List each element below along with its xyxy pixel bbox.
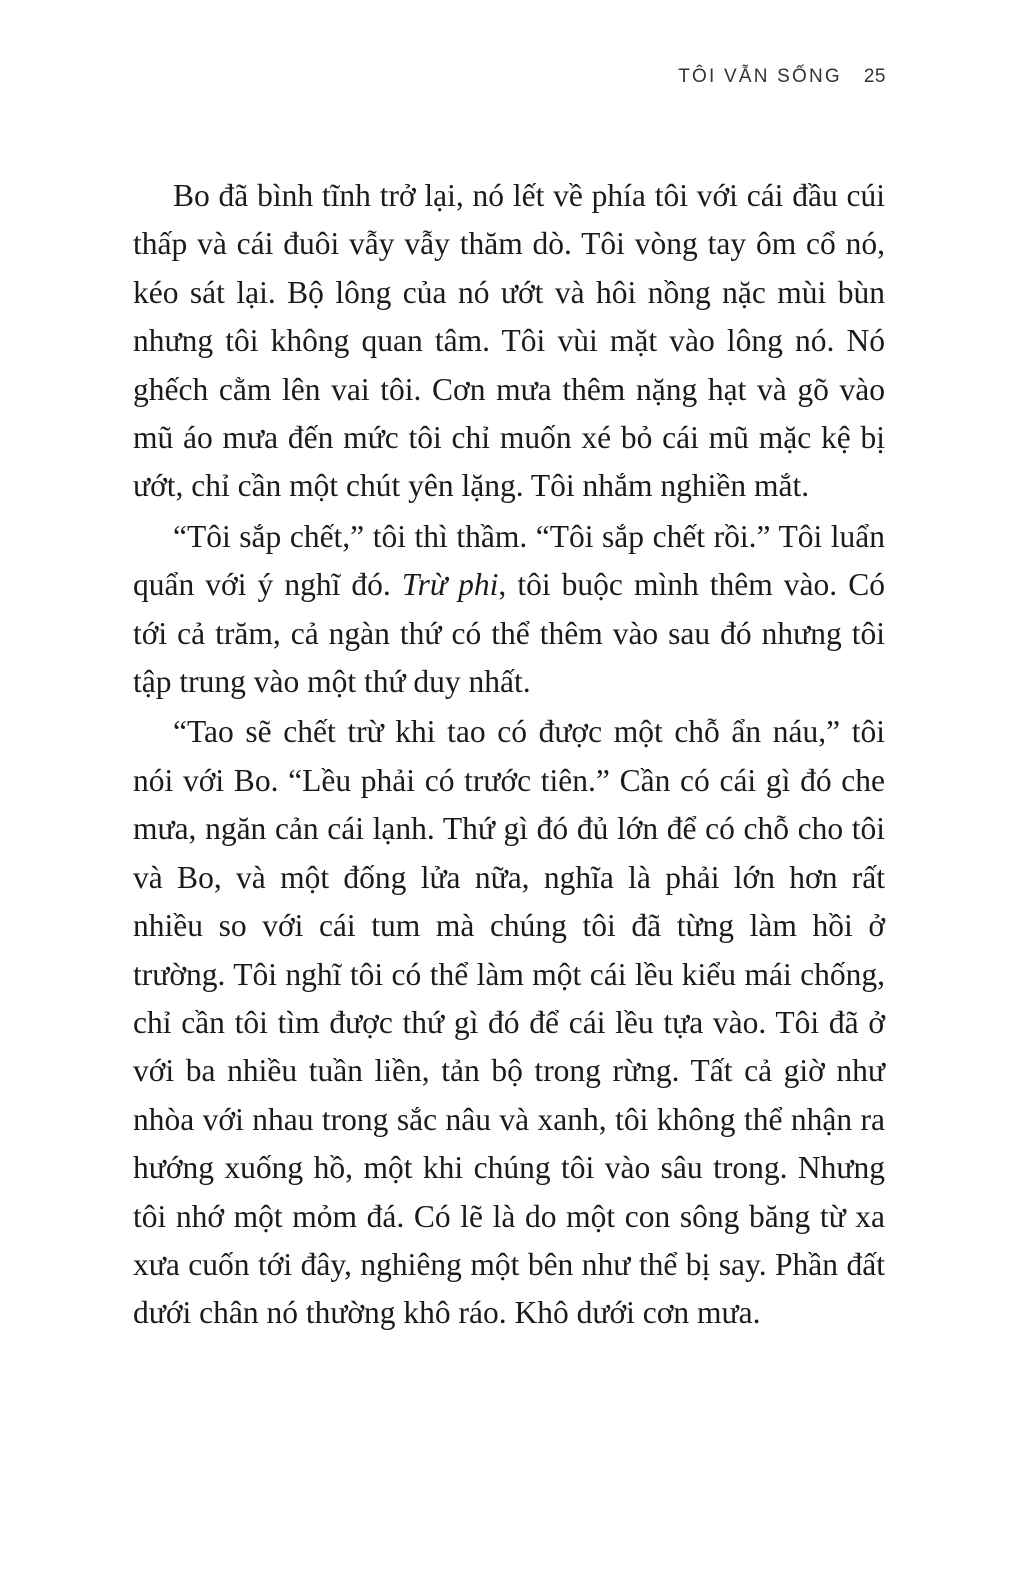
running-head (678, 66, 886, 88)
paragraph-text: “Tao sẽ chết trừ khi tao có được một chỗ ẩn náu,” tôi nói với Bo. “Lều phải có trước tiên.” Cần có cái gì đó che mưa, ngăn cản cái lạnh. Thứ gì đó đủ lớn để có chỗ cho tôi và Bo, và một đống lửa nữa, nghĩa là phải lớn hơn rất nhiều so với cái tum mà chúng tôi đã từng làm hồi ở trường. Tôi nghĩ tôi có thể làm một cái lều kiểu mái chống, chỉ cần tôi tìm được thứ gì đó để cái lều tựa vào. Tôi đã ở với ba nhiều tuần liền, tản bộ trong rừng. Tất cả giờ như nhòa với nhau trong sắc nâu và xanh, tôi không thể nhận ra hướng xuống hồ, một khi chúng tôi vào sâu trong. Nhưng tôi nhớ một mỏm đá. Có lẽ là do một con sông băng từ xa xưa cuốn tới đây, nghiêng một bên như thể bị say. Phần đất dưới chân nó thường khô ráo. Khô dưới cơn mưa. (133, 714, 885, 1331)
paragraph-text: , tôi buộc mình thêm vào. Có tới cả trăm, cả ngàn thứ có thể thêm vào sau đó nhưng tôi tập trung vào một thứ duy nhất. (133, 567, 885, 700)
paragraph (133, 708, 885, 1337)
paragraph-text: “Tôi sắp chết,” tôi thì thầm. “Tôi sắp chết rồi.” Tôi luẩn quẩn với ý nghĩ đó. (133, 518, 885, 603)
paragraph-text: Bo đã bình tĩnh trở lại, nó lết về phía tôi với cái đầu cúi thấp và cái đuôi vẫy vẫy thăm dò. Tôi vòng tay ôm cổ nó, kéo sát lại. Bộ lông của nó ướt và hôi nồng nặc mùi bùn nhưng tôi không quan tâm. Tôi vùi mặt vào lông nó. Nó ghếch cằm lên vai tôi. Cơn mưa thêm nặng hạt và gõ vào mũ áo mưa đến mức tôi chỉ muốn xé bỏ cái mũ mặc kệ bị ướt, chỉ cần một chút yên lặng. Tôi nhắm nghiền mắt. (133, 178, 885, 504)
italic-phrase: Trừ phi (401, 567, 499, 603)
paragraph (133, 172, 885, 511)
page-number: 25 (863, 66, 886, 87)
body-text (133, 172, 885, 1340)
paragraph (133, 513, 885, 707)
book-title: TÔI VẪN SỐNG (678, 66, 842, 87)
